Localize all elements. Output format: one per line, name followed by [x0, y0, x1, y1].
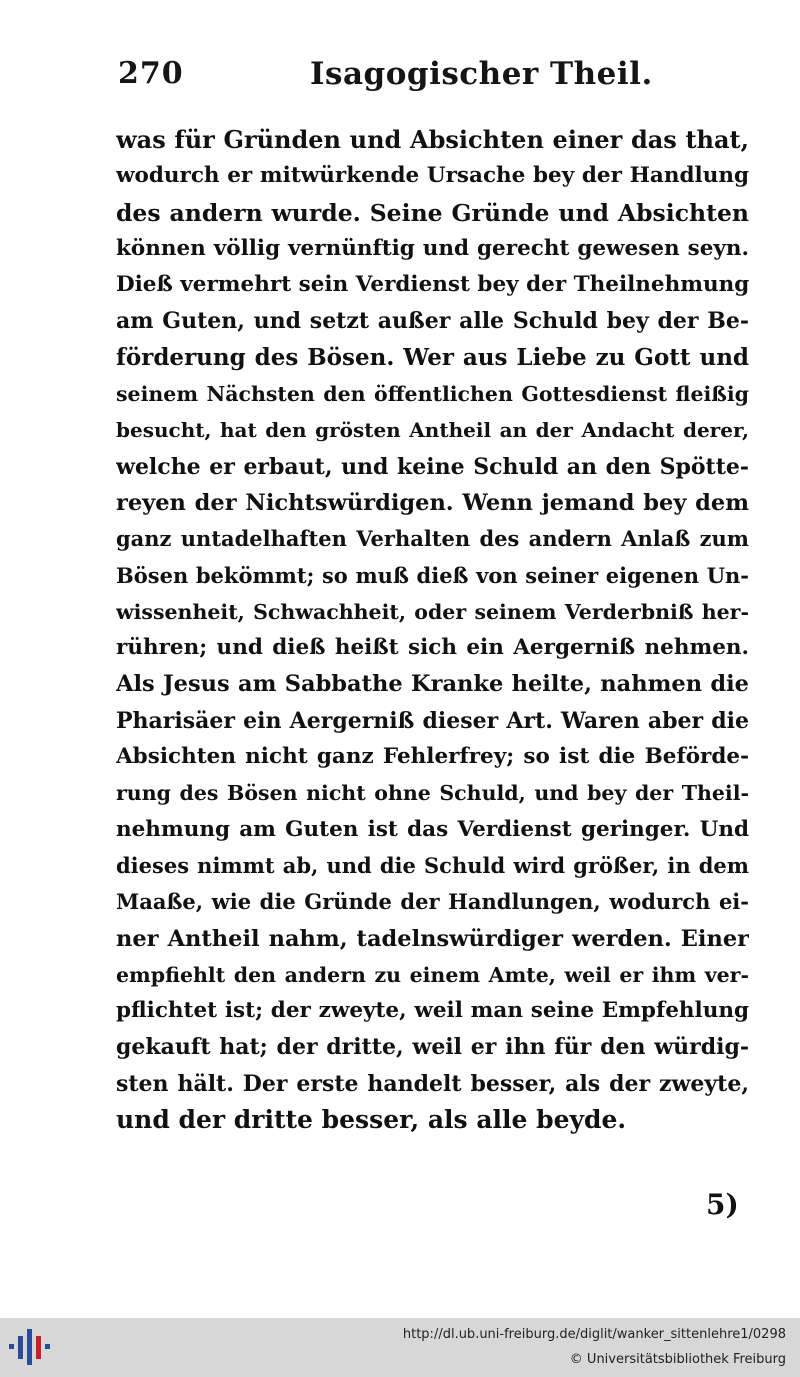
text-line: rung des Bösen nicht ohne Schuld, und bey der Theil-	[116, 781, 749, 806]
catchword: 5)	[706, 1188, 739, 1221]
text-line: förderung des Bösen. Wer aus Liebe zu Gott und	[116, 343, 749, 371]
text-line: ganz untadelhaften Verhalten des andern Anlaß zum	[116, 526, 749, 552]
text-line: rühren; und dieß heißt sich ein Aergerniß nehmen.	[116, 635, 749, 661]
text-line: Absichten nicht ganz Fehlerfrey; so ist die Beförde-	[116, 744, 749, 770]
text-line: was für Gründen und Absichten einer das that,	[116, 125, 749, 154]
text-line: besucht, hat den grösten Antheil an der Andacht derer,	[116, 418, 749, 443]
text-line: seinem Nächsten den öffentlichen Gottesdienst fleißig	[116, 382, 749, 407]
text-line: Bösen bekömmt; so muß dieß von seiner eigenen Un-	[116, 562, 749, 588]
source-url-link[interactable]: http://dl.ub.uni-freiburg.de/diglit/wanker_sittenlehre1/0298	[402, 1327, 786, 1342]
text-line: sten hält. Der erste handelt besser, als der zweyte,	[116, 1070, 749, 1097]
text-line: nehmung am Guten ist das Verdienst geringer. Und	[116, 816, 749, 842]
running-title: Isagogischer Theil.	[310, 56, 653, 92]
footer-bar	[0, 1318, 800, 1377]
text-line: welche er erbaut, und keine Schuld an den Spötte-	[116, 453, 749, 480]
text-line: Dieß vermehrt sein Verdienst bey der Theilnehmung	[116, 272, 749, 298]
text-line: dieses nimmt ab, und die Schuld wird größer, in dem	[116, 852, 749, 878]
copyright-text: © Universitätsbibliothek Freiburg	[569, 1352, 786, 1367]
text-line: reyen der Nichtswürdigen. Wenn jemand bey dem	[116, 489, 749, 516]
text-line: Als Jesus am Sabbathe Kranke heilte, nahmen die	[116, 671, 749, 698]
ub-freiburg-logo-icon[interactable]	[8, 1327, 52, 1367]
text-line: Pharisäer ein Aergerniß dieser Art. Waren aber die	[116, 707, 749, 734]
text-line: pflichtet ist; der zweyte, weil man seine Empfehlung	[116, 998, 749, 1024]
text-line: empfiehlt den andern zu einem Amte, weil er ihm ver-	[116, 962, 749, 987]
body-text	[116, 122, 749, 1138]
text-line-last: und der dritte besser, als alle beyde.	[116, 1105, 627, 1135]
text-line: können völlig vernünftig und gerecht gewesen seyn.	[116, 235, 749, 261]
page-number: 270	[118, 56, 184, 91]
text-line: am Guten, und setzt außer alle Schuld bey der Be-	[116, 308, 749, 335]
text-line: gekauft hat; der dritte, weil er ihn für den würdig-	[116, 1034, 749, 1061]
text-line: des andern wurde. Seine Gründe und Absichten	[116, 198, 749, 227]
page-header	[118, 56, 758, 106]
text-line: Maaße, wie die Gründe der Handlungen, wodurch ei-	[116, 889, 749, 915]
text-line: wissenheit, Schwachheit, oder seinem Verderbniß her-	[116, 599, 749, 624]
text-line: ner Antheil nahm, tadelnswürdiger werden. Einer	[116, 925, 749, 952]
text-line: wodurch er mitwürkende Ursache bey der Handlung	[116, 163, 749, 189]
